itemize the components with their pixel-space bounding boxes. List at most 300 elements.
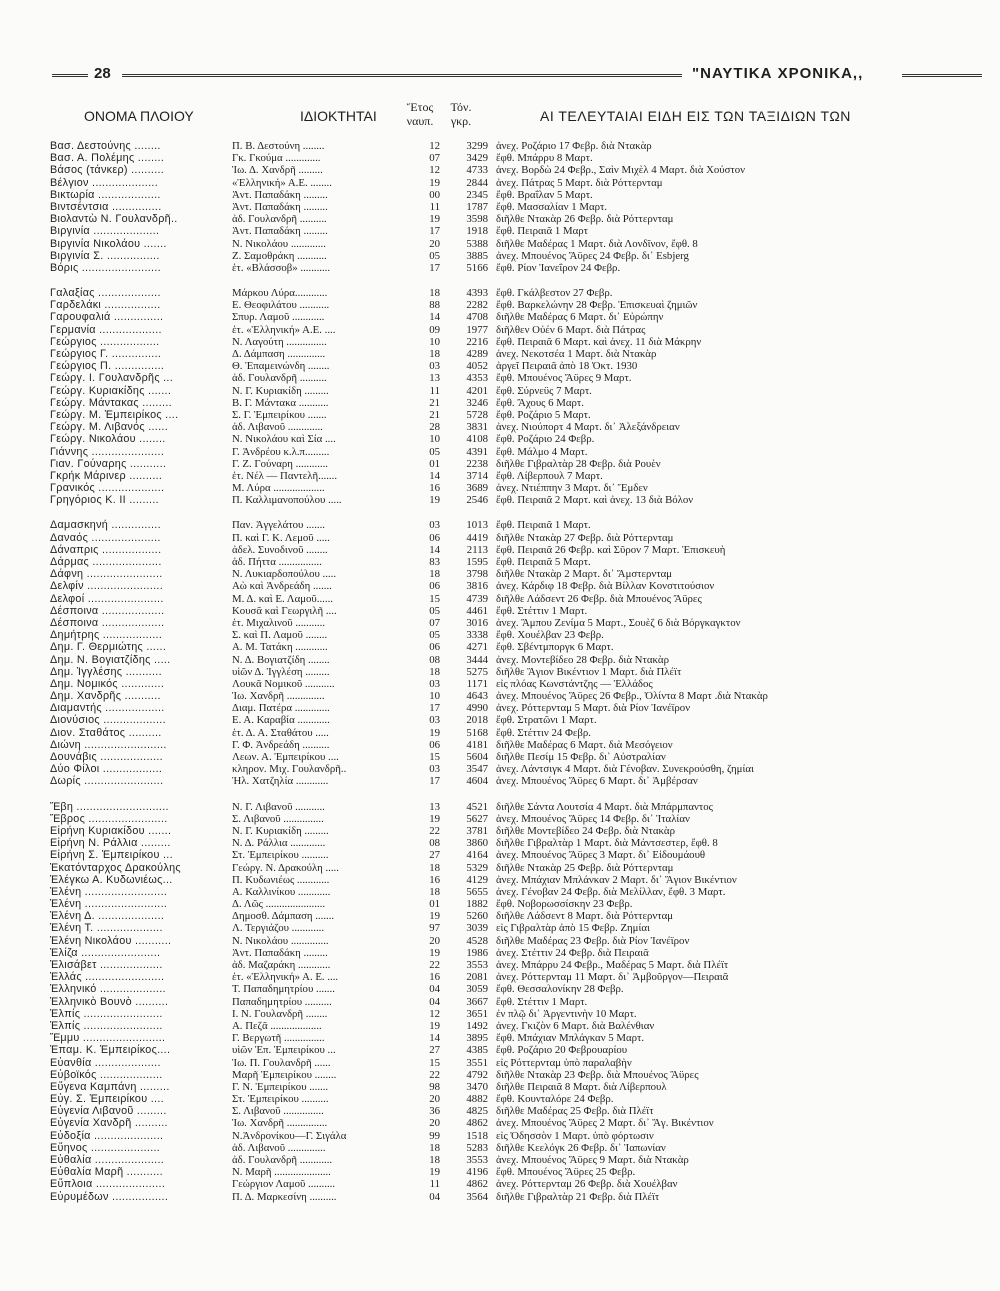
year-built: 18	[429, 1154, 440, 1166]
table-row	[50, 910, 950, 922]
ship-name: Ἔβρος ........................	[50, 812, 168, 825]
table-row	[50, 348, 950, 360]
owner-name: Ἀντ. Παπαδάκη .........	[232, 946, 328, 959]
ship-name: Βέλγιον ....................	[50, 176, 159, 189]
ship-name: Διονύσιος ...................	[50, 714, 166, 727]
latest-news: διῆλθε Κεελόγκ 26 Φεβρ. δι᾽ Ἰαπωνίαν	[496, 1141, 666, 1154]
table-row	[50, 164, 950, 176]
latest-news: διῆλθε Γιβραλτὰρ 21 Φεβρ. διὰ Πλέϊτ	[496, 1190, 660, 1203]
year-built: 11	[429, 200, 440, 213]
latest-news: ἔφθ. Μπουένος Ἄϋρες 25 Φεβρ.	[496, 1166, 636, 1179]
ship-name: Δωρίς ........................	[50, 775, 164, 788]
owner-name: Ἀντ. Παπαδάκη .........	[232, 200, 328, 213]
gross-tonnage: 5388	[466, 237, 488, 250]
table-row	[50, 959, 950, 971]
year-built: 05	[429, 249, 440, 262]
latest-news: ἀνεχ. Στέττιν 24 Φεβρ. διὰ Πειραιᾶ	[496, 946, 649, 959]
owner-name: ἀδ. Μαζαράκη ............	[232, 959, 331, 971]
gross-tonnage: 2546	[466, 494, 488, 507]
ship-name: Γεώργ. Νικολάου ........	[50, 433, 166, 446]
ship-group	[50, 519, 950, 787]
owner-name: Ἰω. Δ. Χανδρῆ .........	[232, 164, 323, 177]
gross-tonnage: 1518	[466, 1129, 488, 1142]
year-built: 10	[429, 335, 440, 348]
latest-news: ἔφθ. Μπάχιαν Μπλάγκαν 5 Μαρτ.	[496, 1032, 645, 1045]
latest-news: ἀνεχ. Γένοβαν 24 Φεβρ. διὰ Μελίλλαν, ἔφθ. 3 Μαρτ.	[496, 885, 726, 898]
header-rule-left	[52, 74, 88, 77]
year-built: 19	[429, 494, 440, 507]
gross-tonnage: 5655	[466, 885, 488, 898]
owner-name: Μ. Λύρα ...................	[232, 482, 325, 495]
year-built: 98	[429, 1080, 440, 1093]
table-row	[50, 213, 950, 225]
year-built: 18	[429, 885, 440, 898]
owner-name: Λ. Τεργιάζου ............	[232, 922, 325, 935]
ship-name: Γεώργιος ..................	[50, 335, 160, 348]
table-row	[50, 947, 950, 959]
ship-name: Γκρήκ Μάρινερ ..........	[50, 469, 163, 482]
year-built: 06	[429, 738, 440, 751]
latest-news: ἔφθ. Σύρνεϋς 7 Μαρτ.	[496, 384, 592, 397]
gross-tonnage: 1882	[466, 898, 488, 911]
owner-name: ἀδελ. Συνοδινοῦ ........	[232, 543, 328, 556]
year-built: 21	[429, 396, 440, 409]
year-built: 22	[429, 1068, 440, 1081]
ship-name: Γεώργ. Ι. Γουλανδρῆς ...	[50, 372, 174, 385]
year-built: 13	[429, 800, 440, 813]
year-built: 36	[429, 1105, 440, 1118]
owner-name: ἀδ. Γουλανδρῆ ..........	[232, 372, 327, 385]
table-row	[50, 446, 950, 458]
year-built: 14	[429, 469, 440, 482]
table-row	[50, 544, 950, 556]
owner-name: Ἰω. Χανδρῆ ...............	[232, 1117, 328, 1130]
ship-group	[50, 287, 950, 506]
year-built: 19	[429, 1166, 440, 1179]
ship-name: Γρηγόριος Κ. ΙΙ .........	[50, 494, 159, 507]
latest-news: ἔφθ. Ἄχους 6 Μαρτ.	[496, 396, 584, 409]
table-row	[50, 556, 950, 568]
latest-news: διῆλθεν Οὐέν 6 Μαρτ. διὰ Πάτρας	[496, 323, 646, 336]
owner-name: ἀδ. Λιβανοῦ ..............	[232, 1141, 326, 1154]
table-row	[50, 140, 950, 152]
owner-name: ἑτ. Νέλ — Παντελῆ.......	[232, 469, 338, 482]
table-row	[50, 1008, 950, 1020]
owner-name: Ν. Γ. Κυριακίδη .........	[232, 384, 329, 397]
owner-name: Σ. Γ. Ἐμπειρίκου .......	[232, 408, 327, 421]
latest-news: ἀνεχ. Νεκοτσέα 1 Μαρτ. διὰ Ντακὰρ	[496, 348, 657, 360]
gross-tonnage: 4271	[466, 641, 488, 654]
table-row	[50, 189, 950, 201]
year-built: 14	[429, 311, 440, 324]
gross-tonnage: 2844	[466, 176, 488, 189]
table-row	[50, 532, 950, 544]
ship-name: Γαλαξίας ...................	[50, 287, 161, 300]
owner-name: Μ. Δ. καὶ Ε. Λαμοῦ......	[232, 592, 333, 605]
owner-name: Π. Β. Δεστούνη ........	[232, 140, 325, 152]
journal-title: "ΝΑΥΤΙΚΑ ΧΡΟΝΙΚΑ,,	[692, 65, 864, 82]
year-built: 08	[429, 837, 440, 850]
ship-name: Βιντσέντσια ...............	[50, 200, 162, 213]
year-built: 05	[429, 445, 440, 458]
table-row	[50, 922, 950, 934]
gross-tonnage: 4391	[466, 445, 488, 458]
owner-name: «Ἑλληνική» Α.Ε. ........	[232, 176, 332, 189]
ship-name: Ἑκατόνταρχος Δρακούλης	[50, 861, 181, 874]
table-row	[50, 580, 950, 592]
owner-name: Π. Κυδωνιέως ............	[232, 873, 330, 886]
gross-tonnage: 4521	[466, 800, 488, 813]
year-built: 08	[429, 653, 440, 666]
latest-news: διῆλθε Μαδέρας 1 Μαρτ. διὰ Λονδῖνον, ἔφθ. 8	[496, 237, 698, 250]
owner-name: Σ. Λιβανοῦ ...............	[232, 1105, 324, 1118]
gross-tonnage: 4196	[466, 1166, 488, 1179]
table-row	[50, 1105, 950, 1117]
year-built: 19	[429, 726, 440, 739]
latest-news: διῆλθε Λάδσεντ 8 Μαρτ. διὰ Ρόττερνταμ	[496, 910, 674, 923]
latest-news: διῆλθε Ντακὰρ 27 Φεβρ. διὰ Ρόττερνταμ	[496, 531, 674, 544]
latest-news: ἀνεχ. Ρόττερνταμ 5 Μαρτ. διὰ Ρίον Ἰανέϊρον	[496, 702, 691, 715]
gross-tonnage: 1787	[466, 200, 488, 213]
ship-name: Ἐπαμ. Κ. Ἐμπειρίκος....	[50, 1044, 171, 1057]
year-built: 14	[429, 543, 440, 556]
ship-name: Εὔπλοια .....................	[50, 1178, 166, 1191]
gross-tonnage: 5728	[466, 408, 488, 421]
owner-name: Ἰω. Π. Γουλανδρῆ ......	[232, 1056, 331, 1069]
latest-news: ἔφθ. Βαρκελώνην 28 Φεβρ. Ἐπισκευαὶ ζημιῶν	[496, 299, 698, 312]
latest-news: εἰς Ὀδησσὸν 1 Μαρτ. ὑπὸ φόρτωσιν	[496, 1129, 654, 1142]
year-built: 27	[429, 849, 440, 862]
ship-name: Ἐλέγκω Α. Κυδωνιέως...	[50, 873, 173, 886]
ship-name: Δημήτρης ..................	[50, 629, 163, 642]
gross-tonnage: 3598	[466, 213, 488, 226]
year-built: 16	[429, 873, 440, 886]
year-built: 20	[429, 1117, 440, 1130]
ship-name: Γεώργ. Μάντακας .........	[50, 396, 172, 409]
ship-name: Δάφνη .......................	[50, 568, 163, 581]
latest-news: διῆλθε Ντακὰρ 25 Φεβρ. διὰ Ρόττερνταμ	[496, 861, 674, 874]
latest-news: ἀνεχ. Μοντεβίδεο 28 Φεβρ. διὰ Ντακὰρ	[496, 653, 669, 666]
owner-name: Π. Δ. Μαρκεσίνη ..........	[232, 1190, 337, 1203]
gross-tonnage: 4990	[466, 702, 488, 715]
owner-name: Στ. Ἐμπειρίκου ..........	[232, 1093, 329, 1106]
ship-name: Ἑλένη Δ. ....................	[50, 910, 165, 923]
table-row	[50, 1142, 950, 1154]
owner-name: Ν. Δ. Βογιατζίδη ........	[232, 653, 330, 666]
year-built: 05	[429, 604, 440, 617]
year-built: 01	[429, 457, 440, 470]
year-built: 12	[429, 164, 440, 177]
year-built: 17	[429, 702, 440, 715]
year-built: 20	[429, 934, 440, 947]
table-row	[50, 1093, 950, 1105]
gross-tonnage: 3551	[466, 1056, 488, 1069]
latest-news: ἔφθ. Στρατῶνι 1 Μαρτ.	[496, 714, 597, 727]
owner-name: Δ. Δάμπαση ..............	[232, 348, 326, 360]
ship-name: Δαμασκηνή ...............	[50, 519, 161, 532]
table-row	[50, 1178, 950, 1190]
latest-news: εἰς Ρόττερνταμ ὑπὸ παραλαβὴν	[496, 1056, 632, 1069]
ship-name: Ἑλένη .........................	[50, 885, 168, 898]
ship-name: Γαρδελάκι .................	[50, 299, 161, 312]
owner-name: ἑτ. «Ἑλληνική» Α. Ε. ....	[232, 971, 339, 984]
table-row	[50, 629, 950, 641]
ship-name: Ἑλληνικὸ Βουνὸ ..........	[50, 995, 169, 1008]
ship-name: Γεώργ. Κυριακίδης .......	[50, 384, 172, 397]
ship-name: Διαμαντής ..................	[50, 702, 165, 715]
latest-news: διῆλθε Μαδέρας 6 Μαρτ. διὰ Μεσόγειον	[496, 738, 673, 751]
latest-news: εἰς Γιβραλτὰρ ἀπὸ 15 Φεβρ. Ζημίαι	[496, 922, 650, 935]
table-row	[50, 727, 950, 739]
year-built: 06	[429, 641, 440, 654]
latest-news: ἔφθ. Ροζάριο 5 Μαρτ.	[496, 408, 591, 421]
table-row	[50, 825, 950, 837]
year-built: 28	[429, 421, 440, 434]
gross-tonnage: 2238	[466, 457, 488, 470]
latest-news: ἀνεχ. Λάντσιγκ 4 Μαρτ. διὰ Γένοβαν. Συνεκρούσθη, ζημίαι	[496, 763, 754, 776]
gross-tonnage: 3059	[466, 983, 488, 996]
page-header	[52, 62, 932, 90]
gross-tonnage: 3553	[466, 959, 488, 971]
table-row	[50, 617, 950, 629]
gross-tonnage: 2282	[466, 299, 488, 312]
owner-name: Ε. Α. Καραβία ............	[232, 714, 330, 727]
latest-news: ἀνεχ. Ροζάριο 17 Φεβρ. διὰ Ντακὰρ	[496, 140, 652, 152]
latest-news: ἀνεχ. Γκιζὸν 6 Μαρτ. διὰ Βαλένθιαν	[496, 1019, 655, 1032]
ship-name: Ἑλένη Τ. ....................	[50, 922, 163, 935]
owner-name: Ζ. Σαμοθράκη ...........	[232, 249, 327, 262]
table-row	[50, 996, 950, 1008]
owner-name: Ν. Νικολάου .............	[232, 237, 326, 250]
gross-tonnage: 3429	[466, 152, 488, 165]
latest-news: διῆλθε Λάδσεντ 26 Φεβρ. διὰ Μπουένος Ἄϋρες	[496, 592, 702, 605]
owner-name: Α. Πεζᾶ ...................	[232, 1019, 322, 1032]
owner-name: ἑτ. Μιχαλινοῦ ...........	[232, 616, 326, 629]
year-built: 12	[429, 140, 440, 152]
ship-name: Γιάννης ......................	[50, 445, 165, 458]
year-built: 18	[429, 1141, 440, 1154]
owner-name: Λουκᾶ Νομικοῦ ...........	[232, 677, 335, 690]
table-row	[50, 654, 950, 666]
gross-tonnage: 4052	[466, 360, 488, 373]
owner-name: Ν. Νικολάου καὶ Σία ....	[232, 433, 336, 446]
owner-name: ἀδ. Πήττα ................	[232, 556, 322, 568]
ship-name: Εὐθαλία Μαρῆ ...........	[50, 1166, 163, 1179]
latest-news: ἔφθ. Πειραιᾶ 1 Μαρτ.	[496, 519, 591, 532]
year-built: 17	[429, 225, 440, 238]
ship-name: Δαναός .....................	[50, 531, 161, 544]
gross-tonnage: 4882	[466, 1093, 488, 1106]
ship-name: Δάρμας .....................	[50, 556, 162, 568]
gross-tonnage: 3553	[466, 1154, 488, 1166]
owner-name: κληρον. Μιχ. Γουλανδρῆ..	[232, 763, 347, 776]
latest-news: διῆλθε Μαδέρας 6 Μαρτ. δι᾽ Εὐρώπην	[496, 311, 664, 324]
ship-name: Ἑλλάς ........................	[50, 971, 165, 984]
latest-news: ἔφθ. Πειραιᾶ 26 Φεβρ. καὶ Σῦρον 7 Μαρτ. Ἐπισκευὴ	[496, 543, 726, 556]
ship-name: Διον. Σταθάτος ..........	[50, 726, 162, 739]
table-row	[50, 714, 950, 726]
year-built: 22	[429, 959, 440, 971]
table-row	[50, 1044, 950, 1056]
year-built: 09	[429, 323, 440, 336]
latest-news: ἀνεχ. Ἄμπου Ζενίμα 5 Μαρτ., Σουὲζ 6 διὰ Βόργκαγκτον	[496, 616, 741, 629]
ship-name: Δημ. Γ. Θερμιώτης ......	[50, 641, 167, 654]
year-built: 18	[429, 568, 440, 581]
table-row	[50, 1191, 950, 1203]
ship-name: Εὐβοϊκός ...................	[50, 1068, 163, 1081]
gross-tonnage: 4733	[466, 164, 488, 177]
owner-name: Δ. Λῶς ......................	[232, 898, 326, 911]
year-built: 13	[429, 372, 440, 385]
latest-news: διῆλθε Πειραιᾶ 8 Μαρτ. διὰ Λίβερπουλ	[496, 1080, 667, 1093]
latest-news: ἀνεχ. Μπάχιαν Μπλάνκαν 2 Μαρτ. δι᾽ Ἅγιον Βικέντιον	[496, 873, 737, 886]
year-built: 12	[429, 1007, 440, 1020]
latest-news: ἔφθ. Ροζάριο 24 Φεβρ.	[496, 433, 595, 446]
latest-news: ἔφθ. Κουνταλόρε 24 Φεβρ.	[496, 1093, 614, 1106]
gross-tonnage: 3895	[466, 1032, 488, 1045]
year-built: 19	[429, 946, 440, 959]
year-built: 22	[429, 824, 440, 837]
column-header-year-built: Ἔτος ναυπ.	[406, 100, 434, 128]
owner-name: Α. Καλλινίκου ............	[232, 885, 331, 898]
table-row	[50, 433, 950, 445]
owner-name: Στ. Ἐμπειρίκου ..........	[232, 849, 329, 862]
latest-news: ἔφθ. Νοβορωσσίσκην 23 Φεβρ.	[496, 898, 633, 911]
table-row	[50, 1117, 950, 1129]
latest-news: διῆλθε Ντακὰρ 26 Φεβρ. διὰ Ρόττερνταμ	[496, 213, 674, 226]
gross-tonnage: 3781	[466, 824, 488, 837]
latest-news: ἔφθ. Στέττιν 24 Φεβρ.	[496, 726, 591, 739]
owner-name: Δημοσθ. Δάμπαση .......	[232, 910, 335, 923]
year-built: 18	[429, 861, 440, 874]
ship-name: Ἐλίζα ........................	[50, 946, 161, 959]
gross-tonnage: 3444	[466, 653, 488, 666]
owner-name: υἱῶν Δ. Ἰγγλέση .........	[232, 665, 330, 678]
gross-tonnage: 1918	[466, 225, 488, 238]
year-built: 03	[429, 714, 440, 727]
owner-name: Λεων. Α. Ἐμπειρίκου ....	[232, 751, 339, 763]
latest-news: διῆλθε Μαδέρας 25 Φεβρ. διὰ Πλέϊτ	[496, 1105, 654, 1118]
ship-name: Γρανικός ....................	[50, 482, 165, 495]
year-built: 03	[429, 360, 440, 373]
year-built: 19	[429, 176, 440, 189]
ship-name: Ἐλπίς ........................	[50, 1019, 163, 1032]
latest-news: ἔφθ. Βραΐλαν 5 Μαρτ.	[496, 188, 593, 201]
table-row	[50, 1081, 950, 1093]
owner-name: υἱῶν Ἐπ. Ἐμπειρίκου ...	[232, 1044, 336, 1057]
table-row	[50, 177, 950, 189]
latest-news: διῆλθε Γιβραλτὰρ 28 Φεβρ. διὰ Ρουὲν	[496, 457, 661, 470]
gross-tonnage: 5260	[466, 910, 488, 923]
year-built: 15	[429, 592, 440, 605]
ship-name: Δέσποινα ...................	[50, 616, 165, 629]
gross-tonnage: 3860	[466, 837, 488, 850]
latest-news: ἔφθ. Λίβερπουλ 7 Μαρτ.	[496, 469, 603, 482]
table-row	[50, 470, 950, 482]
ship-name: Δάναπρις ..................	[50, 543, 162, 556]
year-built: 19	[429, 812, 440, 825]
latest-news: ἀνεχ. Μπουένος Ἄϋρες 9 Μαρτ. διὰ Ντακὰρ	[496, 1154, 689, 1166]
owner-name: ἀδ. Λιβανοῦ .............	[232, 421, 323, 434]
table-row	[50, 690, 950, 702]
gross-tonnage: 4739	[466, 592, 488, 605]
gross-tonnage: 4164	[466, 849, 488, 862]
year-built: 18	[429, 665, 440, 678]
year-built: 99	[429, 1129, 440, 1142]
latest-news: εἰς πλόας Κωνστάντζης — Ἑλλάδος	[496, 677, 653, 690]
ship-name: Βασ. Δεστούνης ........	[50, 140, 161, 152]
table-row	[50, 372, 950, 384]
year-built: 00	[429, 188, 440, 201]
gross-tonnage: 5166	[466, 261, 488, 274]
year-built: 04	[429, 1190, 440, 1203]
year-built: 18	[429, 287, 440, 300]
gross-tonnage: 3667	[466, 995, 488, 1008]
latest-news: ἔφθ. Μπάρρυ 8 Μαρτ.	[496, 152, 593, 165]
table-row	[50, 458, 950, 470]
latest-news: ἀνεχ. Νιούπορτ 4 Μαρτ. δι᾽ Ἀλεξάνδρειαν	[496, 421, 680, 434]
gross-tonnage: 4862	[466, 1117, 488, 1130]
ship-name: Δημ. Ν. Βογιατζίδης .....	[50, 653, 171, 666]
table-row	[50, 201, 950, 213]
gross-tonnage: 2018	[466, 714, 488, 727]
owner-name: Γ. Φ. Ἀνδρεάδη ..........	[232, 738, 330, 751]
year-built: 11	[429, 1178, 440, 1191]
ship-name: Γεώργ. Μ. Ἐμπειρίκος ....	[50, 408, 179, 421]
gross-tonnage: 4385	[466, 1044, 488, 1057]
ship-name: Ἐλισάβετ ...................	[50, 959, 163, 971]
year-built: 07	[429, 152, 440, 165]
owner-name: Ἰω. Χανδρῆ ..............	[232, 690, 325, 703]
ship-name: Διώνη .........................	[50, 738, 167, 751]
year-built: 07	[429, 616, 440, 629]
owner-name: ἑτ. «Ἑλληνική» Α.Ε. ....	[232, 323, 336, 336]
gross-tonnage: 3299	[466, 140, 488, 152]
table-row	[50, 593, 950, 605]
gross-tonnage: 3816	[466, 580, 488, 593]
ship-name: Εἰρήνη Ν. Ράλλια .........	[50, 837, 171, 850]
year-built: 05	[429, 629, 440, 642]
owner-name: Παπαδημητρίου ..........	[232, 995, 332, 1008]
owner-name: Γ. Ζ. Γούναρη ............	[232, 457, 328, 470]
ship-name: Γεώργιος Π. ...............	[50, 360, 165, 373]
owner-name: Ν. Νικολάου ..............	[232, 934, 329, 947]
table-row	[50, 983, 950, 995]
table-row	[50, 837, 950, 849]
owner-name: Ι. Ν. Γουλανδρῆ ........	[232, 1007, 328, 1020]
ship-name: Δελφοί .......................	[50, 592, 164, 605]
latest-news: διῆλθε Γιβραλτὰρ 1 Μαρτ. διὰ Μάντσεστερ, ἔφθ. 8	[496, 837, 718, 850]
ship-name: Ἑλληνικό ....................	[50, 983, 166, 996]
table-row	[50, 336, 950, 348]
ship-name: Βιολαντὼ Ν. Γουλανδρῆ..	[50, 213, 178, 226]
latest-news: ἔφθ. Μάλμο 4 Μαρτ.	[496, 445, 588, 458]
column-header-ship-name: ΟΝΟΜΑ ΠΛΟΙΟΥ	[84, 108, 194, 124]
ship-name: Εὐανθία ....................	[50, 1056, 161, 1069]
ship-name: Γαρουφαλιά ...............	[50, 311, 164, 324]
gross-tonnage: 3246	[466, 396, 488, 409]
year-built: 14	[429, 1032, 440, 1045]
column-header-latest-news: ΑΙ ΤΕΛΕΥΤΑΙΑΙ ΕΙΔΗ ΕΙΣ ΤΩΝ ΤΑΞΙΔΙΩΝ ΤΩΝ	[540, 108, 851, 124]
table-row	[50, 739, 950, 751]
table-row	[50, 1057, 950, 1069]
gross-tonnage: 4862	[466, 1178, 488, 1191]
gross-tonnage: 3470	[466, 1080, 488, 1093]
table-row	[50, 1166, 950, 1178]
gross-tonnage: 4708	[466, 311, 488, 324]
table-row	[50, 1154, 950, 1166]
year-built: 20	[429, 1093, 440, 1106]
